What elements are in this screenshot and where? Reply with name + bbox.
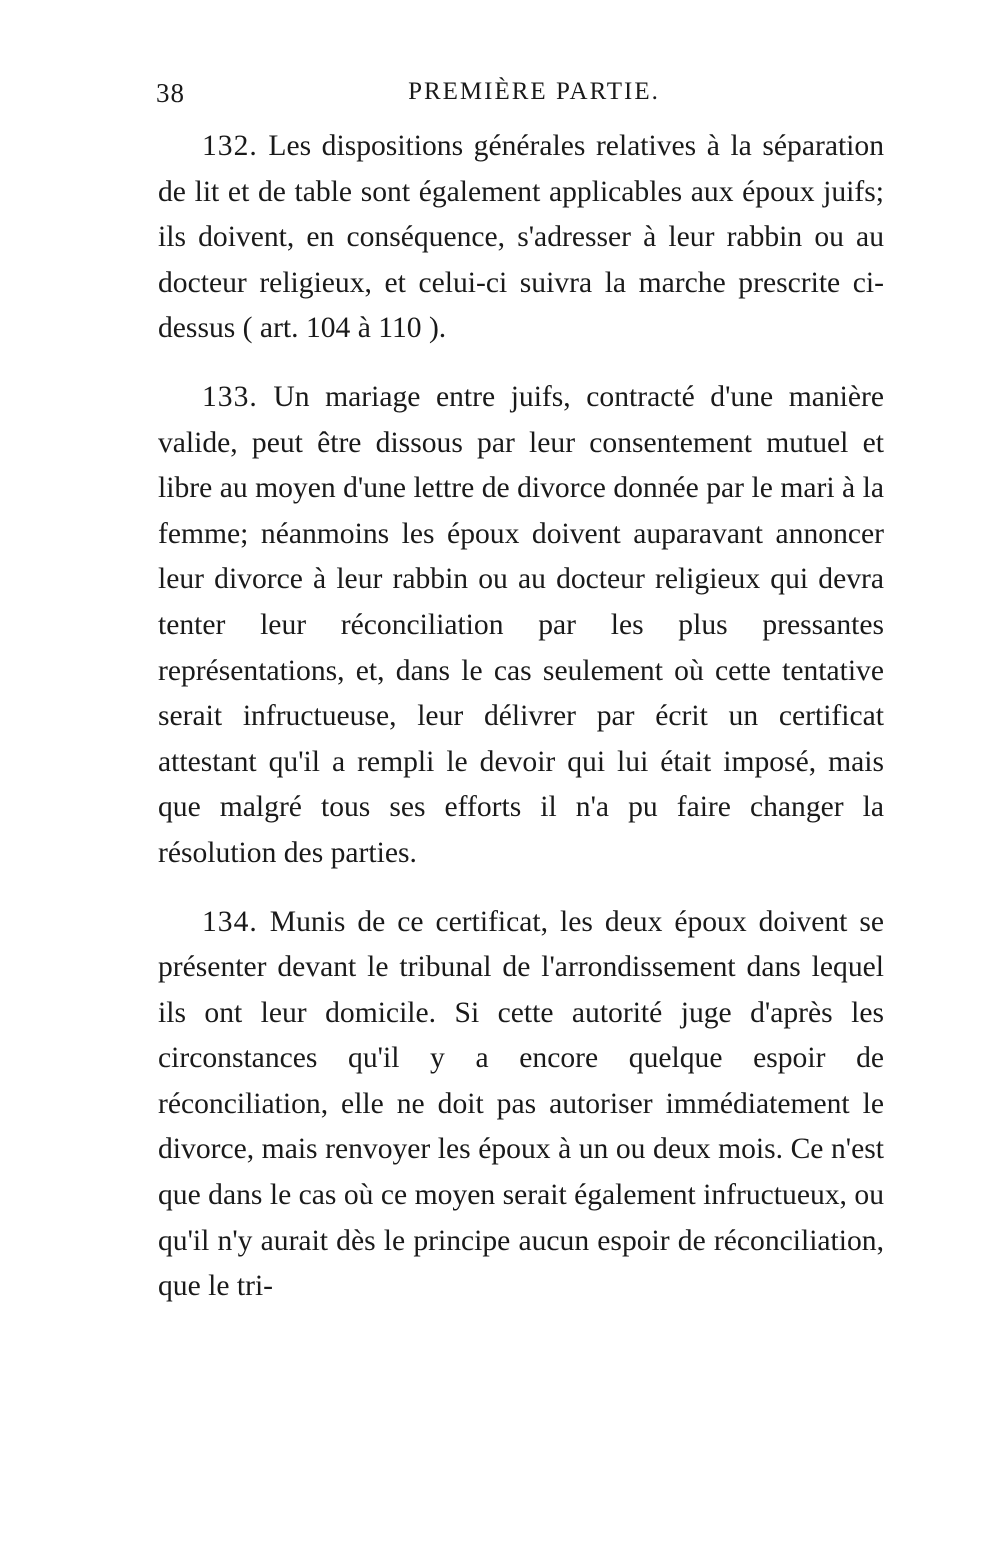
page-number: 38 bbox=[156, 78, 185, 108]
article-text: Un mariage entre juifs, contracté d'une manière valide, peut être dissous par leur consentement mutuel et libre au moyen d'une lettre de divorce donnée par le mari à la femme; néanmoins les époux doivent auparavant annoncer leur divorce à leur rabbin ou au docteur religieux qui devra tenter leur réconciliation par les plus pressantes représentations, et, dans le cas seulement où cette tentative serait infructueuse, leur délivrer par écrit un certificat attestant qu'il a rempli le devoir qui lui était imposé, mais que malgré tous ses efforts il n'a pu faire changer la résolution des parties. bbox=[158, 380, 884, 869]
article-134-paragraph bbox=[158, 900, 884, 1310]
running-title: PREMIÈRE PARTIE. bbox=[408, 78, 660, 105]
article-number: 134. bbox=[202, 905, 258, 938]
article-text: Munis de ce certificat, les deux époux doivent se présenter devant le tribunal de l'arrondissement dans lequel ils ont leur domicile. Si cette autorité juge d'après les circonstances qu'il y a encore quelque espoir de réconciliation, elle ne doit pas autoriser immédiatement le divorce, mais renvoyer les époux à un ou deux mois. Ce n'est que dans le cas où ce moyen serait également infructueux, ou qu'il n'y aurait dès le principe aucun espoir de réconciliation, que le tri- bbox=[158, 905, 884, 1303]
article-number: 132. bbox=[202, 130, 258, 162]
article-number: 133. bbox=[202, 380, 258, 413]
article-132-paragraph bbox=[158, 124, 884, 352]
article-text: Les dispositions générales relatives à la séparation de lit et de table sont également applicables aux époux juifs; ils doivent, en conséquence, s'adresser à leur rabbin ou au docteur religieux, et celui-ci suivra la marche prescrite ci-dessus ( art. 104 à 110 ). bbox=[158, 130, 884, 345]
running-head bbox=[156, 78, 892, 118]
body-text bbox=[158, 124, 884, 1310]
article-133-paragraph bbox=[158, 375, 884, 877]
